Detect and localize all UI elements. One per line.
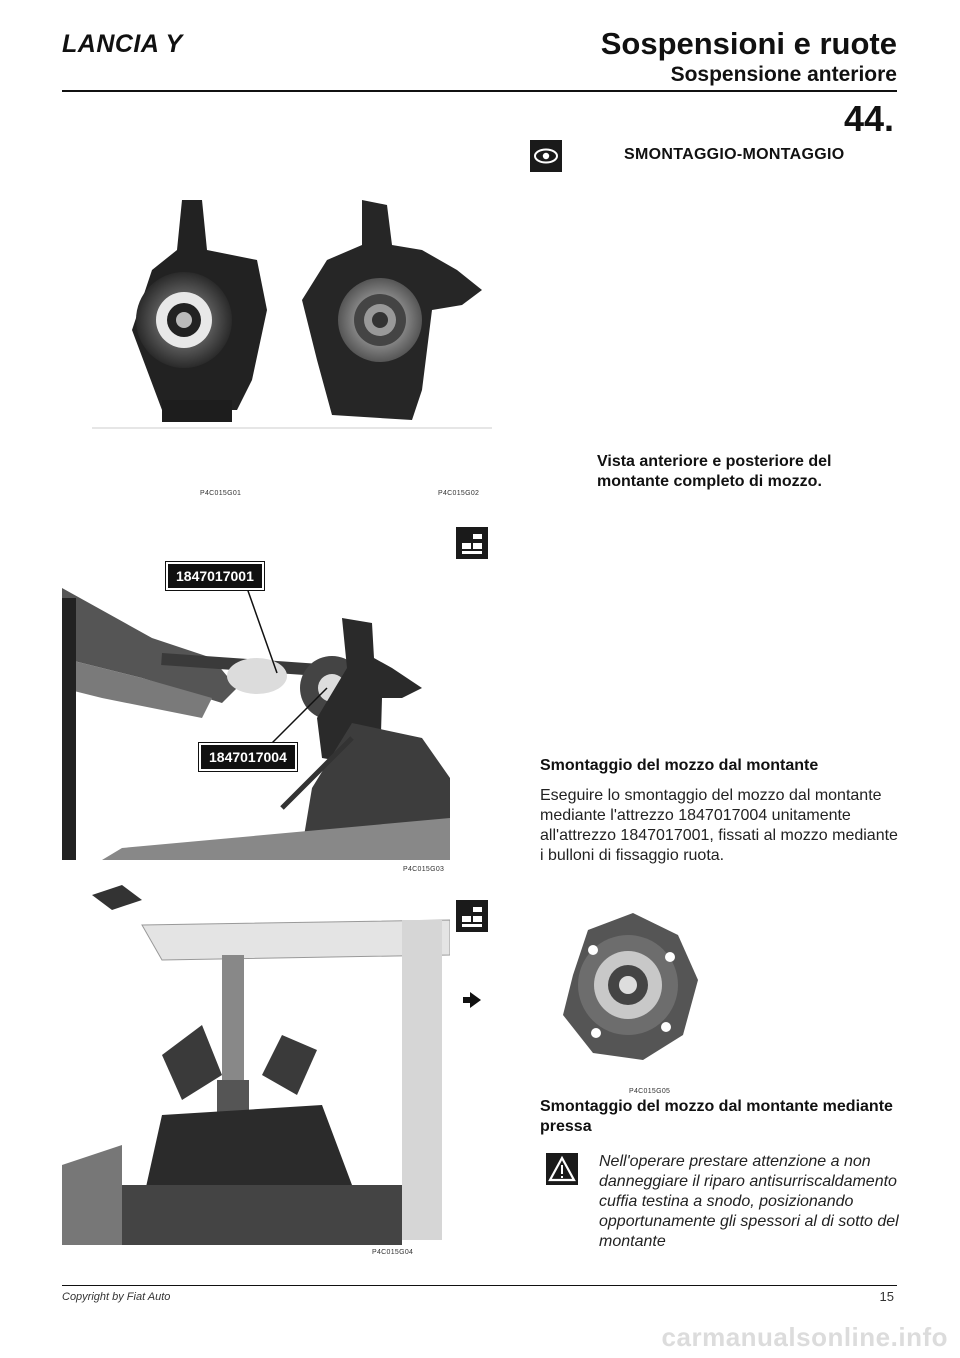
page-title: Sospensioni e ruote [600,26,897,61]
header-rule [62,90,897,92]
section-number: 44. [843,98,894,139]
hub-photo [548,895,708,1085]
warning-triangle-icon [546,1153,578,1185]
figure-code: P4C015G02 [438,490,480,497]
figure-code: P4C015G01 [200,490,242,497]
eye-icon [530,140,562,172]
tool-label-1847017004: 1847017004 [199,743,297,771]
section-heading: SMONTAGGIO-MONTAGGIO [624,146,845,163]
disassembly-icon [456,900,488,932]
page-subtitle: Sospensione anteriore [670,63,897,86]
figure-code: P4C015G04 [372,1249,414,1256]
step-text: Eseguire lo smontaggio del mozzo dal montante mediante l'attrezzo 1847017004 unitamente all'attrezzo 1847017001, fissati al mozzo mediante i bulloni di fissaggio ruota. [540,787,898,864]
press-photo [62,885,450,1245]
step-heading: Smontaggio del mozzo dal montante mediante pressa [540,1098,893,1135]
puller-tool-photo [62,548,450,860]
tool-label-1847017001: 1847017001 [166,562,264,590]
figure-caption: Vista anteriore e posteriore del montante completo di mozzo. [597,453,832,490]
warning-text: Nell'operare prestare attenzione a non danneggiare il riparo antisurriscaldamento cuffia testina a snodo, posizionando opportunamente gli spessori al di sotto del montante [599,1153,899,1250]
watermark: carmanualsonline.info [661,1322,948,1352]
footer-rule [62,1285,897,1286]
arrow-right-icon [462,990,482,1010]
figure-code: P4C015G05 [629,1088,671,1095]
brand-logo: LANCIA Y [62,30,183,58]
page-number: 15 [879,1289,894,1304]
copyright: Copyright by Fiat Auto [62,1291,171,1303]
step-heading: Smontaggio del mozzo dal montante [540,757,819,774]
disassembly-icon [456,527,488,559]
figure-code: P4C015G03 [403,866,445,873]
hub-carrier-photo [62,190,512,490]
